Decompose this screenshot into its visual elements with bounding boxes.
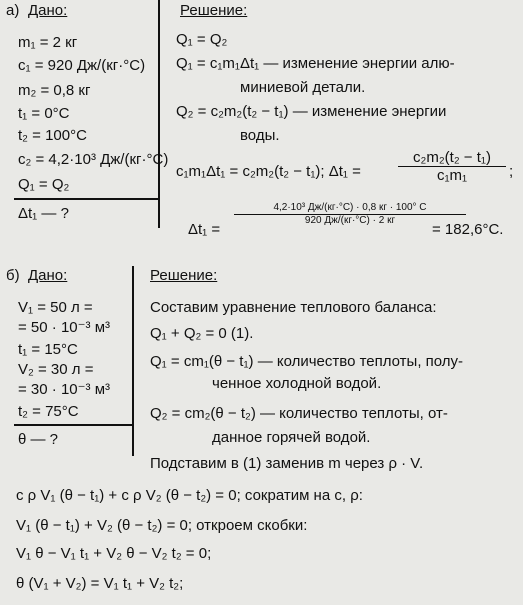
part-b-given-1: V₁ = 50 л = xyxy=(18,299,93,316)
part-b-given-rule xyxy=(14,424,132,426)
part-b-solution-header: Решение: xyxy=(150,267,218,284)
part-b-divider xyxy=(132,266,134,456)
part-b-line-7: Подставим в (1) заменив m через ρ · V. xyxy=(150,455,424,472)
part-b-line-4: ченное холодной водой. xyxy=(212,375,382,392)
part-b-given-5: = 30 · 10⁻³ м³ xyxy=(18,381,111,398)
part-b-given-3: t₁ = 15°C xyxy=(18,341,78,358)
part-a-line-4: Q₂ = c₂m₂(t₂ − t₁) — изменение энергии xyxy=(176,103,447,120)
part-a-result: = 182,6°C. xyxy=(432,221,504,238)
part-a-find: Δt₁ — ? xyxy=(18,205,69,222)
part-b-line-9: V₁ (θ − t₁) + V₂ (θ − t₂) = 0; откроем скобки: xyxy=(16,517,308,534)
part-a-given-rule xyxy=(14,198,158,200)
part-a-given-1: m₁ = 2 кг xyxy=(18,34,78,51)
part-a-line-1: Q₁ = Q₂ xyxy=(176,31,228,48)
part-a-fraction-2-num: 4,2·10³ Дж/(кг·°C) · 0,8 кг · 100° C xyxy=(273,202,427,213)
part-b-line-8: c ρ V₁ (θ − t₁) + c ρ V₂ (θ − t₂) = 0; сократим на c, ρ: xyxy=(16,487,363,504)
part-b-line-5: Q₂ = cm₂(θ − t₂) — количество теплоты, от- xyxy=(150,405,448,422)
part-a-given-6: c₂ = 4,2·10³ Дж/(кг·°C) xyxy=(18,151,169,168)
part-a-given-4: t₁ = 0°C xyxy=(18,105,70,122)
part-b-line-3: Q₁ = cm₁(θ − t₁) — количество теплоты, полу- xyxy=(150,353,464,370)
part-b-line-6: данное горячей водой. xyxy=(212,429,371,446)
part-b-line-1: Составим уравнение теплового баланса: xyxy=(150,299,437,316)
part-a-given-7: Q₁ = Q₂ xyxy=(18,176,70,193)
part-b-given-2: = 50 · 10⁻³ м³ xyxy=(18,319,111,336)
part-a-fraction-2-den: 920 Дж/(кг·°C) · 2 кг xyxy=(304,215,396,227)
part-a-divider xyxy=(158,0,160,228)
part-b-given-6: t₂ = 75°C xyxy=(18,403,79,420)
part-b-line-10: V₁ θ − V₁ t₁ + V₂ θ − V₂ t₂ = 0; xyxy=(16,545,212,562)
part-b-find: θ — ? xyxy=(18,431,59,448)
part-a-line-7: Δt₁ = xyxy=(188,221,221,238)
part-a-line-5: воды. xyxy=(240,127,280,144)
part-a-given-3: m₂ = 0,8 кг xyxy=(18,82,91,99)
part-a-line-6: c₁m₁Δt₁ = c₂m₂(t₂ − t₁); Δt₁ = xyxy=(176,163,361,180)
part-b-line-11: θ (V₁ + V₂) = V₁ t₁ + V₂ t₂; xyxy=(16,575,184,592)
part-a-given-header: Дано: xyxy=(28,2,68,19)
part-b-line-2: Q₁ + Q₂ = 0 (1). xyxy=(150,325,254,342)
part-a-given-2: c₁ = 920 Дж/(кг·°C) xyxy=(18,57,146,74)
part-b-given-header: Дано: xyxy=(28,267,68,284)
part-b-given-4: V₂ = 30 л = xyxy=(18,361,94,378)
part-a-label: а) xyxy=(6,2,20,19)
part-b-label: б) xyxy=(6,267,20,284)
part-a-fraction-1-den: c₁m₁ xyxy=(436,167,468,185)
part-a-fraction-1 xyxy=(398,150,506,183)
part-a-line-3: миниевой детали. xyxy=(240,79,366,96)
part-a-fraction-1-num: c₂m₂(t₂ − t₁) xyxy=(413,149,491,166)
part-a-given-5: t₂ = 100°C xyxy=(18,127,87,144)
part-a-solution-header: Решение: xyxy=(180,2,248,19)
part-a-line-2: Q₁ = c₁m₁Δt₁ — изменение энергии алю- xyxy=(176,55,455,72)
part-a-semicolon: ; xyxy=(509,163,514,180)
